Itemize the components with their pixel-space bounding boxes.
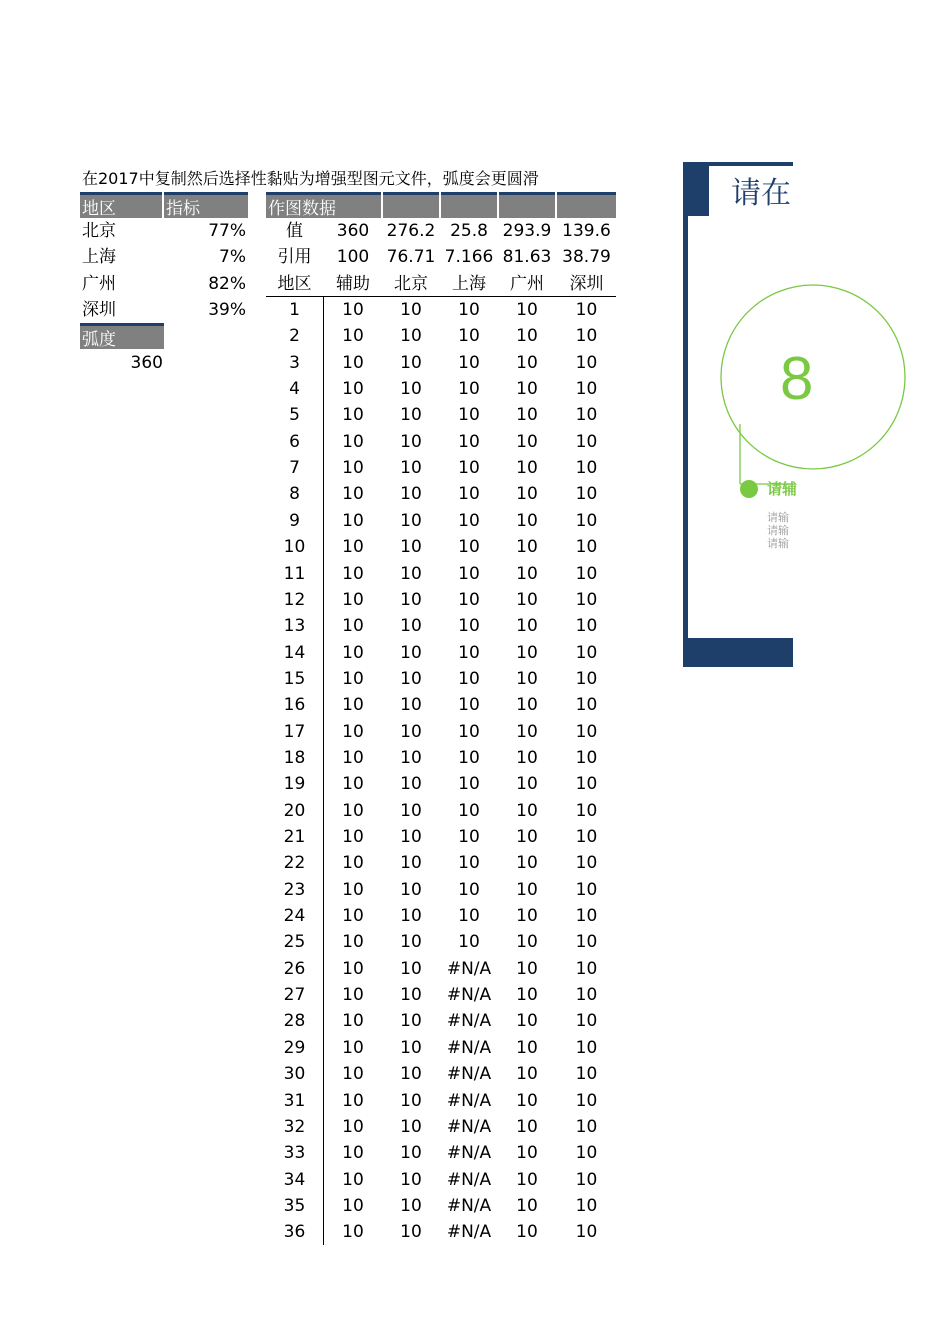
row-label-cell[interactable]: 16 (283, 695, 306, 716)
data-cell[interactable]: 10 (342, 589, 364, 610)
data-cell[interactable]: #N/A (446, 1090, 492, 1111)
header-blank-1[interactable] (383, 192, 439, 218)
data-cell[interactable]: 10 (342, 853, 364, 874)
row-label-cell[interactable]: 1 (289, 300, 300, 320)
table-row (0, 877, 950, 903)
panel-small-line-3: 请输 (767, 537, 789, 550)
data-cell[interactable]: 10 (458, 326, 480, 347)
row-label-cell[interactable]: 28 (283, 1011, 306, 1032)
data-cell[interactable]: 10 (342, 1064, 364, 1085)
table-divider-horizontal (266, 296, 616, 297)
header-blank-4[interactable] (557, 192, 616, 218)
table-row (0, 1114, 950, 1140)
data-cell[interactable]: 10 (516, 932, 538, 953)
data-cell[interactable]: 10 (458, 906, 480, 927)
reference-row (0, 244, 950, 270)
data-cell[interactable]: 10 (575, 352, 598, 373)
panel-subtitle: 请辅 (767, 480, 798, 498)
data-cell[interactable]: 10 (400, 563, 422, 584)
data-cell[interactable]: 10 (342, 642, 364, 663)
data-cell[interactable]: 10 (575, 484, 598, 505)
data-cell[interactable]: 10 (400, 379, 422, 400)
data-cell[interactable]: 10 (400, 827, 422, 847)
data-cell[interactable]: 10 (575, 300, 598, 320)
row-label-cell[interactable]: 2 (289, 326, 300, 347)
table-row (0, 534, 950, 560)
table-row (0, 587, 950, 613)
data-cell[interactable]: 10 (400, 458, 422, 479)
data-cell[interactable]: 10 (342, 405, 364, 426)
data-cell[interactable]: 10 (575, 1169, 598, 1190)
data-cell[interactable]: 10 (516, 537, 538, 558)
panel-small-line-1: 请输 (767, 511, 789, 524)
data-cell[interactable]: 10 (516, 985, 538, 1006)
row-label-cell[interactable]: 3 (289, 352, 300, 373)
row-label-cell[interactable]: 23 (283, 879, 306, 900)
data-cell[interactable]: 10 (342, 379, 364, 400)
table-row (0, 561, 950, 587)
table-row (0, 640, 950, 666)
data-cell[interactable]: 10 (342, 1222, 364, 1243)
indicator-cell[interactable]: 77% (208, 221, 246, 241)
data-cell[interactable]: 10 (342, 985, 364, 1006)
row-label-cell[interactable]: 24 (283, 906, 306, 927)
row-label-cell[interactable]: 12 (283, 589, 306, 610)
data-cell[interactable]: 10 (400, 1143, 422, 1164)
table-row (0, 1008, 950, 1034)
row-label-cell[interactable]: 35 (283, 1195, 306, 1216)
header-blank-3[interactable] (499, 192, 555, 218)
data-cell[interactable]: 10 (342, 879, 364, 900)
data-cell[interactable]: 10 (516, 1143, 538, 1164)
data-cell[interactable]: 10 (575, 853, 598, 874)
data-cell[interactable]: 10 (400, 985, 422, 1006)
data-cell[interactable]: 10 (516, 589, 538, 610)
data-cell[interactable]: 10 (400, 352, 422, 373)
data-cell[interactable]: 10 (575, 1090, 598, 1111)
data-cell[interactable]: 10 (342, 352, 364, 373)
data-cell[interactable]: 276.2 (386, 221, 436, 241)
data-cell[interactable]: #N/A (446, 1064, 492, 1085)
data-cell[interactable]: 10 (516, 774, 538, 795)
data-cell[interactable]: 10 (342, 695, 364, 716)
arc-value[interactable]: 360 (130, 353, 163, 373)
row-label-cell[interactable]: 34 (283, 1169, 306, 1190)
data-cell[interactable]: 7.166 (444, 247, 494, 268)
table-row (0, 824, 950, 850)
data-cell[interactable]: 辅助 (336, 273, 370, 294)
row-label-cell[interactable]: 29 (283, 1037, 306, 1058)
data-cell[interactable]: 10 (342, 1011, 364, 1032)
data-cell[interactable]: 10 (342, 958, 364, 979)
data-cell[interactable]: 10 (458, 300, 480, 320)
data-cell[interactable]: 10 (458, 800, 480, 821)
data-cell[interactable]: 10 (516, 747, 538, 768)
data-cell[interactable]: 10 (516, 563, 538, 584)
region-cell[interactable]: 广州 (82, 273, 116, 294)
data-cell[interactable]: 10 (458, 510, 480, 531)
data-cell[interactable]: 10 (400, 484, 422, 505)
data-cell[interactable]: 10 (458, 484, 480, 505)
table-row (0, 771, 950, 797)
data-cell[interactable]: 10 (458, 932, 480, 953)
data-cell[interactable]: 10 (458, 695, 480, 716)
row-label-cell[interactable]: 4 (289, 379, 300, 400)
data-cell[interactable]: 10 (575, 721, 598, 742)
data-cell[interactable]: 10 (400, 405, 422, 426)
table-row (0, 429, 950, 455)
row-label-cell[interactable]: 20 (283, 800, 306, 821)
header-chart-data[interactable]: 作图数据 (266, 192, 381, 218)
data-cell[interactable]: 10 (342, 431, 364, 452)
row-label-cell[interactable]: 31 (283, 1090, 306, 1111)
region-cell[interactable]: 上海 (82, 247, 116, 268)
row-label-cell[interactable]: 5 (289, 405, 300, 426)
row-label-cell[interactable]: 10 (283, 537, 306, 558)
data-cell[interactable]: 10 (342, 932, 364, 953)
data-cell[interactable]: 10 (516, 642, 538, 663)
row-label-cell[interactable]: 27 (283, 985, 306, 1006)
data-cell[interactable]: 10 (342, 1037, 364, 1058)
row-label-cell[interactable]: 36 (283, 1222, 306, 1243)
data-cell[interactable]: 10 (342, 537, 364, 558)
data-cell[interactable]: 10 (575, 747, 598, 768)
row-label-cell[interactable]: 地区 (277, 273, 312, 294)
data-cell[interactable]: 10 (342, 510, 364, 531)
data-cell[interactable]: 10 (516, 458, 538, 479)
row-label-cell[interactable]: 6 (289, 431, 300, 452)
row-label-cell[interactable]: 21 (283, 827, 306, 847)
data-cell[interactable]: 10 (575, 563, 598, 584)
table-row (0, 1167, 950, 1193)
data-cell[interactable]: 10 (516, 800, 538, 821)
data-cell[interactable]: 10 (516, 1195, 538, 1216)
data-cell[interactable]: 10 (516, 1169, 538, 1190)
data-cell[interactable]: 10 (342, 1195, 364, 1216)
region-cell[interactable]: 深圳 (82, 300, 116, 321)
data-cell[interactable]: 深圳 (569, 273, 604, 294)
ring-chart (683, 162, 814, 667)
data-cell[interactable]: #N/A (446, 1195, 492, 1216)
data-cell[interactable]: 10 (400, 853, 422, 874)
header-arc[interactable]: 弧度 (80, 323, 164, 349)
data-cell[interactable]: 10 (400, 1195, 422, 1216)
table-row (0, 719, 950, 745)
data-cell[interactable]: 10 (400, 537, 422, 558)
data-cell[interactable]: 10 (516, 431, 538, 452)
row-label-cell[interactable]: 25 (283, 932, 306, 953)
data-cell[interactable]: 10 (400, 906, 422, 927)
data-cell[interactable]: 10 (575, 510, 598, 531)
data-cell[interactable]: 139.6 (562, 221, 611, 241)
data-cell[interactable]: 10 (458, 589, 480, 610)
table-row (0, 666, 950, 692)
data-cell[interactable]: 10 (516, 1116, 538, 1137)
data-cell[interactable]: 10 (516, 510, 538, 531)
data-cell[interactable]: 10 (516, 326, 538, 347)
data-cell[interactable]: 10 (575, 589, 598, 610)
data-cell[interactable]: 10 (458, 405, 480, 426)
region-cell[interactable]: 北京 (82, 221, 116, 241)
table-row (0, 1193, 950, 1219)
data-cell[interactable]: #N/A (446, 1037, 492, 1058)
data-cell[interactable]: 10 (516, 352, 538, 373)
data-cell[interactable]: 10 (400, 1064, 422, 1085)
panel-small-line-2: 请输 (767, 524, 789, 537)
data-cell[interactable]: 10 (516, 1011, 538, 1032)
data-cell[interactable]: #N/A (446, 1011, 492, 1032)
row-label-cell[interactable]: 17 (283, 721, 306, 742)
data-cell[interactable]: #N/A (446, 1143, 492, 1164)
row-label-cell[interactable]: 值 (286, 221, 303, 241)
table-row (0, 929, 950, 955)
data-cell[interactable]: 10 (575, 616, 598, 637)
data-cell[interactable]: 10 (575, 774, 598, 795)
data-cell[interactable]: 10 (400, 721, 422, 742)
table-row (0, 692, 950, 718)
data-cell[interactable]: 10 (575, 1195, 598, 1216)
data-cell[interactable]: 10 (342, 458, 364, 479)
data-cell[interactable]: 10 (516, 695, 538, 716)
instruction-note: 在2017中复制然后选择性黏贴为增强型图元文件，弧度会更圆滑 (82, 169, 539, 188)
row-label-cell[interactable]: 22 (283, 853, 306, 874)
data-cell[interactable]: 10 (516, 379, 538, 400)
data-cell[interactable]: 10 (342, 1090, 364, 1111)
data-cell[interactable]: 10 (342, 721, 364, 742)
data-cell[interactable]: 10 (458, 379, 480, 400)
data-cell[interactable]: 10 (575, 326, 598, 347)
data-cell[interactable]: 10 (575, 537, 598, 558)
row-label-cell[interactable]: 30 (283, 1064, 306, 1085)
data-cell[interactable]: 10 (516, 300, 538, 320)
data-cell[interactable]: #N/A (446, 1169, 492, 1190)
data-cell[interactable]: 10 (400, 510, 422, 531)
data-cell[interactable]: 10 (342, 668, 364, 689)
data-cell[interactable]: 10 (400, 1116, 422, 1137)
data-cell[interactable]: 10 (458, 431, 480, 452)
data-cell[interactable]: 10 (458, 853, 480, 874)
data-cell[interactable]: 10 (342, 747, 364, 768)
data-cell[interactable]: 10 (575, 1011, 598, 1032)
indicator-cell[interactable]: 39% (208, 300, 246, 321)
data-cell[interactable]: 10 (400, 695, 422, 716)
data-cell[interactable]: 10 (575, 932, 598, 953)
data-cell[interactable]: 10 (575, 458, 598, 479)
table-row (0, 1088, 950, 1114)
data-cell[interactable]: 25.8 (450, 221, 488, 241)
value-row (0, 218, 950, 244)
row-label-cell[interactable]: 15 (283, 668, 306, 689)
data-cell[interactable]: 10 (342, 906, 364, 927)
data-cell[interactable]: 10 (400, 958, 422, 979)
data-cell[interactable]: 10 (516, 853, 538, 874)
data-cell[interactable]: 10 (458, 352, 480, 373)
data-cell[interactable]: 10 (342, 1143, 364, 1164)
data-cell[interactable]: 10 (575, 827, 598, 847)
table-row (0, 903, 950, 929)
data-cell[interactable]: 81.63 (502, 247, 552, 268)
data-cell[interactable]: 10 (342, 1169, 364, 1190)
data-cell[interactable]: 10 (458, 616, 480, 637)
dashboard-panel (683, 162, 814, 667)
data-cell[interactable]: 38.79 (562, 247, 611, 268)
data-cell[interactable]: 10 (458, 721, 480, 742)
data-cell[interactable]: 10 (400, 800, 422, 821)
data-cell[interactable]: 10 (575, 1222, 598, 1243)
data-cell[interactable]: 10 (342, 1116, 364, 1137)
header-region[interactable]: 地区 (80, 192, 162, 218)
row-label-cell[interactable]: 32 (283, 1116, 306, 1137)
data-cell[interactable]: 10 (575, 906, 598, 927)
data-cell[interactable]: 10 (400, 879, 422, 900)
data-cell[interactable]: 10 (342, 827, 364, 847)
row-label-cell[interactable]: 引用 (277, 247, 312, 268)
data-cell[interactable]: 10 (575, 1064, 598, 1085)
data-cell[interactable]: 360 (336, 221, 370, 241)
data-cell[interactable]: 广州 (510, 273, 544, 294)
data-cell[interactable]: 10 (458, 747, 480, 768)
header-blank-2[interactable] (441, 192, 497, 218)
table-row (0, 982, 950, 1008)
bullet-dot (740, 480, 758, 498)
table-row (0, 613, 950, 639)
data-cell[interactable]: 10 (342, 563, 364, 584)
data-cell[interactable]: 10 (575, 379, 598, 400)
data-cell[interactable]: 10 (516, 721, 538, 742)
data-cell[interactable]: 10 (575, 800, 598, 821)
data-cell[interactable]: 10 (400, 300, 422, 320)
row-label-cell[interactable]: 14 (283, 642, 306, 663)
data-cell[interactable]: 10 (516, 668, 538, 689)
table-row (0, 1140, 950, 1166)
data-cell[interactable]: 10 (575, 431, 598, 452)
panel-bottom-bar (683, 638, 793, 667)
panel-title: 请在 (731, 176, 791, 211)
data-cell[interactable]: 10 (400, 1169, 422, 1190)
data-cell[interactable]: 10 (575, 695, 598, 716)
data-cell[interactable]: 10 (516, 906, 538, 927)
data-cell[interactable]: 10 (516, 1090, 538, 1111)
data-cell[interactable]: 10 (400, 1011, 422, 1032)
table-row (0, 850, 950, 876)
data-cell[interactable]: 10 (575, 958, 598, 979)
data-cell[interactable]: 10 (575, 985, 598, 1006)
data-cell[interactable]: 10 (400, 1090, 422, 1111)
data-cell[interactable]: 10 (342, 800, 364, 821)
row-label-cell[interactable]: 33 (283, 1143, 306, 1164)
data-cell[interactable]: 10 (400, 1222, 422, 1243)
data-cell[interactable]: 100 (336, 247, 370, 268)
data-cell[interactable]: #N/A (446, 958, 492, 979)
table-row (0, 297, 950, 323)
data-cell[interactable]: 10 (400, 774, 422, 795)
data-cell[interactable]: 10 (575, 642, 598, 663)
table-row (0, 745, 950, 771)
data-cell[interactable]: 76.71 (386, 247, 436, 268)
data-cell[interactable]: #N/A (446, 985, 492, 1006)
row-label-cell[interactable]: 11 (283, 563, 306, 584)
data-cell[interactable]: 10 (458, 668, 480, 689)
row-label-cell[interactable]: 8 (289, 484, 300, 505)
header-indicator[interactable]: 指标 (164, 192, 248, 218)
data-cell[interactable]: 10 (342, 774, 364, 795)
data-cell[interactable]: 10 (400, 616, 422, 637)
data-cell[interactable]: 10 (575, 405, 598, 426)
table-row (0, 1061, 950, 1087)
data-cell[interactable]: 10 (400, 668, 422, 689)
data-cell[interactable]: 10 (458, 537, 480, 558)
data-cell[interactable]: 10 (458, 642, 480, 663)
data-cell[interactable]: 10 (575, 1116, 598, 1137)
table-row (0, 508, 950, 534)
data-cell[interactable]: 10 (516, 879, 538, 900)
row-label-cell[interactable]: 26 (283, 958, 306, 979)
data-cell[interactable]: 10 (516, 405, 538, 426)
data-cell[interactable]: 10 (516, 958, 538, 979)
table-row (0, 1035, 950, 1061)
data-cell[interactable]: 10 (458, 563, 480, 584)
table-row (0, 956, 950, 982)
data-cell[interactable]: 10 (400, 589, 422, 610)
indicator-cell[interactable]: 7% (219, 247, 246, 268)
row-label-cell[interactable]: 19 (283, 774, 306, 795)
data-cell[interactable]: #N/A (446, 1116, 492, 1137)
data-cell[interactable]: 10 (400, 1037, 422, 1058)
row-label-cell[interactable]: 13 (283, 616, 306, 637)
data-cell[interactable]: 10 (575, 1037, 598, 1058)
data-cell[interactable]: 10 (516, 1222, 538, 1243)
table-divider-vertical (323, 297, 324, 1245)
data-cell[interactable]: 10 (575, 879, 598, 900)
data-cell[interactable]: 10 (342, 300, 364, 320)
row-label-cell[interactable]: 7 (289, 458, 300, 479)
data-cell[interactable]: 10 (400, 326, 422, 347)
row-label-cell[interactable]: 18 (283, 747, 306, 768)
data-cell[interactable]: 10 (516, 616, 538, 637)
table-row (0, 798, 950, 824)
data-cell[interactable]: 10 (516, 1064, 538, 1085)
data-cell[interactable]: 10 (516, 1037, 538, 1058)
data-cell[interactable]: 北京 (394, 273, 428, 294)
table-row (0, 481, 950, 507)
data-cell[interactable]: 10 (458, 774, 480, 795)
data-cell[interactable]: #N/A (446, 1222, 492, 1243)
data-cell[interactable]: 10 (575, 668, 598, 689)
data-cell[interactable]: 10 (400, 747, 422, 768)
data-cell[interactable]: 10 (458, 458, 480, 479)
data-cell[interactable]: 293.9 (502, 221, 552, 241)
data-cell[interactable]: 10 (400, 932, 422, 953)
data-cell[interactable]: 10 (400, 431, 422, 452)
row-label-cell[interactable]: 9 (289, 510, 300, 531)
data-cell[interactable]: 10 (342, 326, 364, 347)
data-cell[interactable]: 10 (400, 642, 422, 663)
data-cell[interactable]: 上海 (452, 273, 486, 294)
data-cell[interactable]: 10 (342, 484, 364, 505)
data-cell[interactable]: 10 (516, 827, 538, 847)
data-cell[interactable]: 10 (458, 827, 480, 847)
data-cell[interactable]: 10 (575, 1143, 598, 1164)
data-cell[interactable]: 10 (342, 616, 364, 637)
ring-value: 8 (780, 345, 814, 412)
table-row (0, 1219, 950, 1245)
column-header-row (0, 271, 950, 297)
data-cell[interactable]: 10 (458, 879, 480, 900)
indicator-cell[interactable]: 82% (208, 273, 246, 294)
data-cell[interactable]: 10 (516, 484, 538, 505)
